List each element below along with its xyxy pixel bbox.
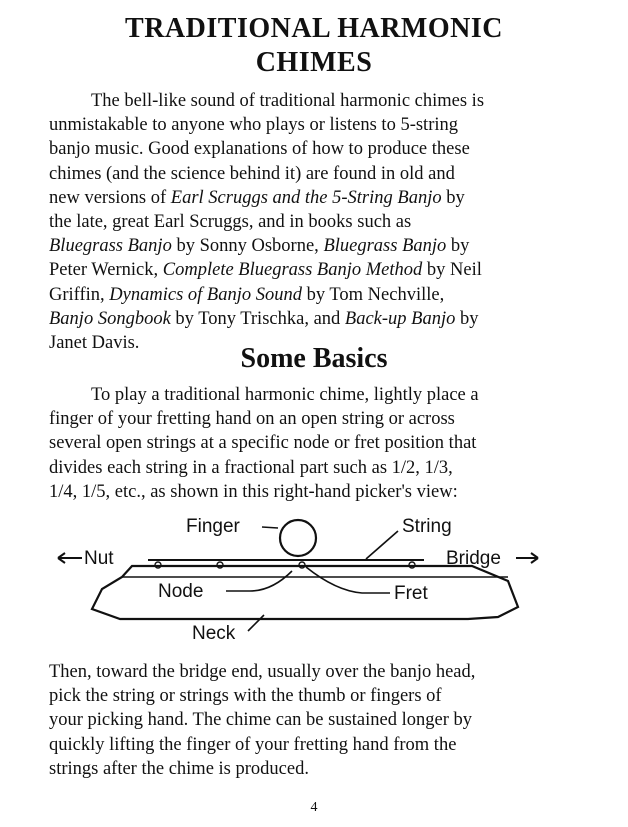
basics-line-1: To play a traditional harmonic chime, lightly place a [91,385,479,405]
intro-line-6: the late, great Earl Scruggs, and in books such as [49,212,412,233]
finger-label: Finger [186,516,240,537]
string-pointer-line [366,531,398,559]
text: by Sonny Osborne, [171,236,324,257]
intro-line-4: chimes (and the science behind it) are found in old and [49,163,455,184]
closing-line-5: strings after the chime is produced. [49,758,309,779]
text: by [441,187,465,208]
finger-pointer-line [262,527,278,528]
intro-line-2: unmistakable to anyone who plays or listens to 5-string [49,115,458,136]
nut-arrow-icon [58,553,82,563]
neck-label: Neck [192,623,236,644]
nut-label: Nut [84,548,114,569]
intro-line-3: banjo music. Good explanations of how to produce these [49,139,470,160]
basics-line-3: several open strings at a specific node or fret position that [49,433,477,454]
neck-body [92,566,518,619]
intro-line-1: The bell-like sound of traditional harmonic chimes is [91,91,485,111]
harmonic-chime-diagram [40,505,600,655]
book-title: Complete Bluegrass Banjo Method [162,260,423,281]
text: by Tony Trischka, and [170,308,345,329]
book-title: Bluegrass Banjo [323,236,447,257]
finger-icon [280,520,316,556]
book-title: Bluegrass Banjo [49,236,172,257]
closing-paragraph [49,660,584,781]
book-title: Dynamics of Banjo Sound [109,284,302,305]
text: by Neil [422,260,482,281]
book-title: Back-up Banjo [344,308,456,329]
page-title-line-1: TRADITIONAL HARMONIC [125,13,503,44]
node-label: Node [158,581,204,602]
intro-paragraph [49,89,584,355]
page-title-line-2: CHIMES [255,47,373,78]
fret-label: Fret [394,583,428,604]
basics-line-5: 1/4, 1/5, etc., as shown in this right-hand picker's view: [49,481,458,502]
intro-line-5 [49,186,584,210]
section-heading: Some Basics [240,343,388,374]
text: Griffin, [49,284,110,305]
bridge-arrow-icon [516,553,538,563]
book-title: Banjo Songbook [49,308,171,329]
closing-line-4: quickly lifting the finger of your fretting hand from the [49,734,457,755]
text: by [455,308,479,329]
intro-line-11: Janet Davis. [49,333,140,354]
bridge-label: Bridge [446,548,501,569]
intro-line-10 [49,307,584,331]
text: new versions of [49,187,171,208]
intro-line-8 [49,258,584,282]
text: by Tom Nechville, [301,284,445,305]
basics-paragraph [49,383,584,504]
closing-line-3: your picking hand. The chime can be sustained longer by [49,710,472,731]
string-label: String [402,516,452,537]
page-number: 4 [310,800,318,815]
text: Peter Wernick, [49,260,163,281]
book-title: Earl Scruggs and the 5-String Banjo [170,187,442,208]
intro-line-7 [49,234,584,258]
text: by [446,236,470,257]
closing-line-2: pick the string or strings with the thumb or fingers of [49,686,442,707]
intro-line-9 [49,283,584,307]
closing-line-1: Then, toward the bridge end, usually over the banjo head, [49,662,476,682]
basics-line-2: finger of your fretting hand on an open string or across [49,409,455,430]
basics-line-4: divides each string in a fractional part such as 1/2, 1/3, [49,457,453,478]
